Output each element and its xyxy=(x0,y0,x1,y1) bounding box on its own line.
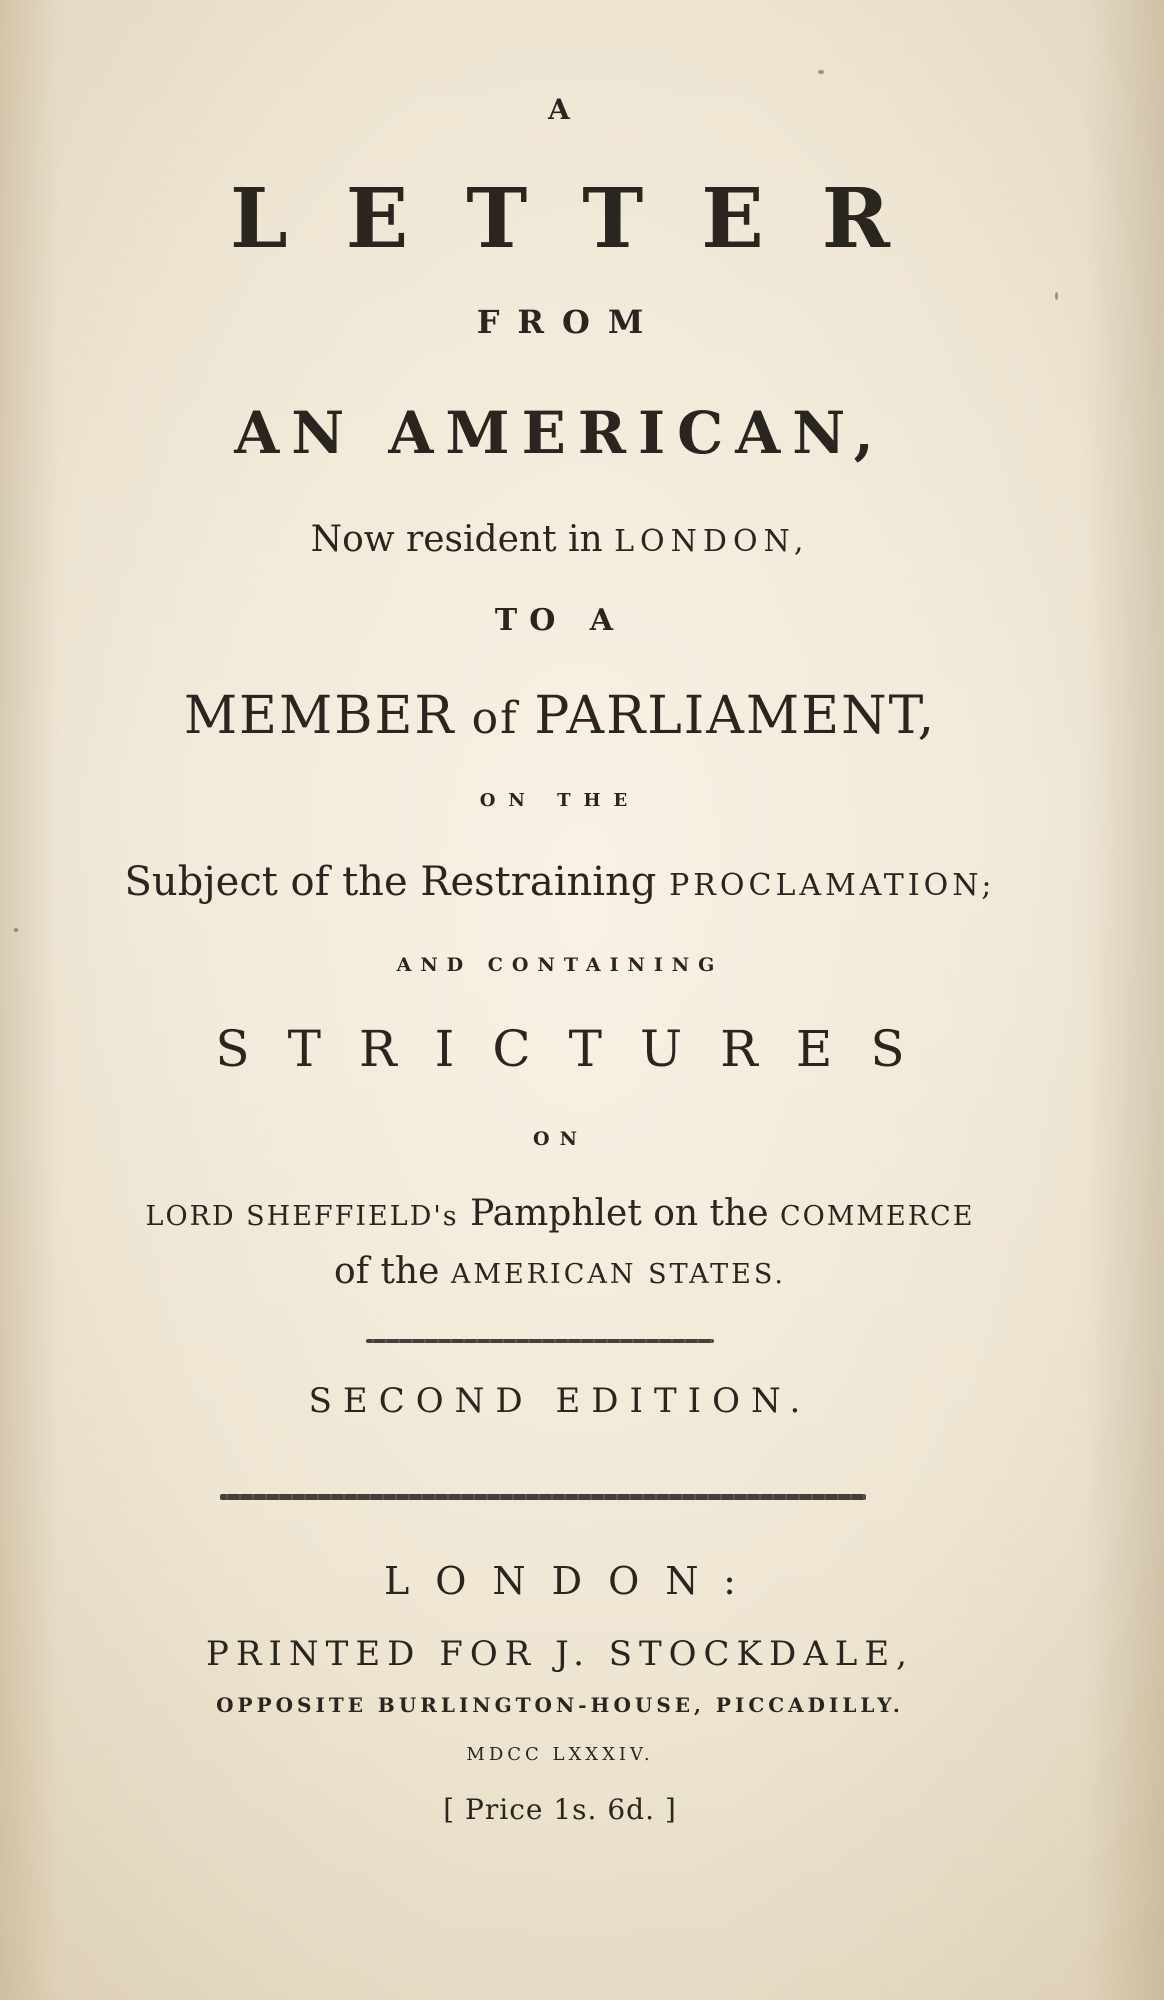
pamphlet-lord: LORD SHEFFIELD's xyxy=(145,1201,459,1232)
and-containing-line: AND CONTAINING xyxy=(396,954,724,976)
residence-place: LONDON, xyxy=(614,524,810,559)
strictures-line: STRICTURES xyxy=(215,1020,943,1078)
recipient-line xyxy=(0,686,1120,746)
recipient-of: of xyxy=(455,693,535,744)
on-line: ON xyxy=(533,1128,587,1150)
edition-line: SECOND EDITION. xyxy=(308,1381,812,1421)
ornamental-rule-short xyxy=(366,1339,714,1343)
imprint-city: LONDON: xyxy=(384,1559,762,1603)
ink-speck xyxy=(1055,292,1058,300)
pamphlet-middle: Pamphlet on the xyxy=(458,1193,780,1234)
recipient-member: MEMBER xyxy=(183,686,456,746)
ink-speck xyxy=(14,928,18,932)
to-a-line: TO A xyxy=(494,603,626,638)
pamphlet-line xyxy=(0,1193,1120,1234)
states-line xyxy=(0,1251,1120,1292)
imprint-price: [ Price 1s. 6d. ] xyxy=(443,1793,677,1826)
recipient-parliament: PARLIAMENT, xyxy=(534,686,937,746)
imprint-address: OPPOSITE BURLINGTON-HOUSE, PICCADILLY. xyxy=(216,1693,904,1717)
from-line: FROM xyxy=(476,303,662,341)
imprint-printer: PRINTED FOR J. STOCKDALE, xyxy=(206,1634,914,1674)
author-line: AN AMERICAN, xyxy=(234,399,886,467)
states-lead: of the xyxy=(334,1251,451,1292)
ink-speck xyxy=(818,70,824,74)
residence-lead: Now resident in xyxy=(310,519,615,560)
subject-line xyxy=(0,859,1120,905)
title-article: A xyxy=(548,93,572,126)
ornamental-rule-long xyxy=(220,1494,866,1500)
pamphlet-commerce: COMMERCE xyxy=(779,1201,975,1232)
on-the-line: ON THE xyxy=(479,790,641,811)
subject-lead: Subject of the Restraining xyxy=(124,859,670,905)
states-name: AMERICAN STATES. xyxy=(450,1259,786,1290)
residence-line xyxy=(0,519,1120,560)
subject-topic: PROCLAMATION; xyxy=(669,868,996,903)
main-title: LETTER xyxy=(230,171,948,267)
imprint-year: MDCC LXXXIV. xyxy=(466,1744,654,1765)
